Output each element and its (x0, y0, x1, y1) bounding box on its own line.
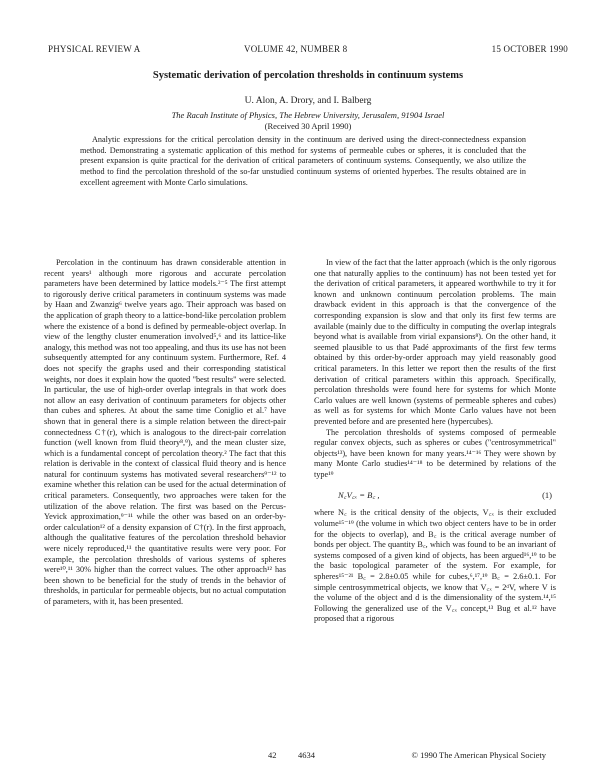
running-header (48, 44, 568, 56)
equation-body: N꜀V꜀ₓ = B꜀ , (338, 490, 380, 501)
equation-1 (314, 484, 556, 506)
copyright: © 1990 The American Physical Society (411, 750, 546, 760)
body-paragraph: In view of the fact that the latter approach (which is the only rigorous one that naturally applies to the continuum) has not been tested yet for the derivation of critical parameters, it appeared worthwhile to try it for known and unknown continuum percolation problems. The main drawback evident in this approach is that the convergence of the corresponding expansion is slow and that only its first few terms are available (mainly due to the difficulty in computing the overlap integrals beyond what is available from virial expansions⁸). On the other hand, it seemed plausible to us that Padé approximants of the first few terms obtained by this order-by-order approach may yield reasonably good critical parameters. In this letter we report then the results of the first derivation of critical parameters within this approach. Specifically, percolation thresholds were found here for systems for which Monte Carlo values are well known (systems of permeable spheres and cubes) as well as for systems for which Monte Carlo values have not been prevented before and are presented here (hypercubes). (314, 258, 556, 426)
abstract (80, 135, 526, 189)
body-paragraph: Percolation in the continuum has drawn considerable attention in recent years¹ although more rigorous and accurate percolation parameters have been determined by lattice models.²⁻⁵ The first attempt to rigorously derive critical parameters in continuum systems was made by Haan and Zwanzig⁶ twelve years ago. Their approach was based on the application of graph theory to a lattice-bond-like percolation problem where the existence of a bond is defined by permeable-object overlap. In view of the lengthy cluster enumeration involved⁵,⁶ and its lattice-like analogy, this method was not too appealing, and thus its use has not been subsequently attempted for any continuum system. Furthermore, Ref. 4 does not specify the graphs used and their corresponding statistical weights, nor does it explain how the quoted "best results" were selected. In particular, the use of high-order overlap integrals in that work does not allow an easy derivation of continuum parameters for objects other than cubes and spheres. At about the same time Coniglio et al.⁷ have shown that in general there is a simple relation between the direct-pair connectedness C†(r), which is analogous to the direct-pair correlation function (well known from fluid theory⁸,⁹), and the mean cluster size, which is a fundamental concept of percolation theory.² The fact that this relation is derivable in the context of classical fluid theory and is hence natural for continuum systems has motivated several researchers⁹⁻¹² to examine whether this relation can be used for the actual determination of critical parameters. Consequently, two approaches were taken for the utilization of the above relation. The first was based on the Percus-Yevick approximation,⁹⁻¹¹ while the other was based on an order-by-order calculation¹² of a density expansion of C†(r). In the first approach, although the qualitative features of the percolation threshold behavior were nicely reproduced,¹¹ the quantitative results were very poor. For example, the percolation thresholds of various systems of spheres were¹⁰,¹¹ 30% higher than the correct values. The other approach¹² has been shown to be beneficial for the study of trends in the behavior of thresholds, in particular for permeable objects, but no actual computation of parameters, with it, has been presented. (44, 258, 286, 606)
volume-number: VOLUME 42, NUMBER 8 (244, 44, 348, 54)
issue-date: 15 OCTOBER 1990 (491, 44, 568, 54)
paper-title: Systematic derivation of percolation thresholds in continuum systems (152, 70, 464, 81)
body-paragraph: where N꜀ is the critical density of the objects, V꜀ₓ is their excluded volume¹⁵⁻¹⁹ (the volume in which two object centers have to be in order for the objects to overlap), and B꜀ is the critical average number of bonds per object. The quantity B꜀, which was found to be an invariant of systems composed of a given kind of objects, has been argued¹⁶,¹⁹ to be the basic topological parameter of the system. For example, for spheres¹⁵⁻²¹ B꜀ = 2.8±0.05 while for cubes,⁶,¹⁷,¹⁹ B꜀ = 2.6±0.1. For simple centrosymmetrical objects, we know that V꜀ₓ = 2ᵈV, where V is the volume of the object and d is the dimensionality of the system.¹⁴,¹⁵ Following the generalized use of the V꜀ₓ concept,¹³ Bug et al.¹² have proposed that a rigorous (314, 508, 556, 624)
left-column (44, 258, 286, 748)
authors: U. Alon, A. Drory, and I. Balberg (244, 96, 372, 106)
equation-number: (1) (542, 490, 552, 501)
journal-name: PHYSICAL REVIEW A (48, 44, 141, 54)
page-footer (48, 750, 568, 762)
abstract-text: Analytic expressions for the critical percolation density in the continuum are derived using the direct-connectedness expansion method. Demonstrating a systematic application of this method for systems of permeable cubes or spheres, it is concluded that the present expansion is quite practical for the derivation of critical parameters of continuum systems. Consequently, we also utilize the method to find the percolation threshold of the so-far unstudied continuum systems of oriented hyperbes. The results obtained are in excellent agreement with Monte Carlo simulations. (80, 135, 526, 187)
footer-volume: 42 (268, 750, 277, 760)
page-number: 4634 (298, 750, 315, 760)
right-column (314, 258, 556, 748)
body-paragraph: The percolation thresholds of systems composed of permeable regular convex objects, such as spheres or cubes ("centrosymmetrical" objects¹³), have been known for many years.¹⁴⁻¹⁶ They were shown by many Monte Carlo studies¹⁴⁻¹⁸ to be determined by relations of the type¹⁹ (314, 427, 556, 479)
affiliation: The Racah Institute of Physics, The Hebrew University, Jerusalem, 91904 Israel (171, 110, 445, 120)
received-date: (Received 30 April 1990) (264, 121, 352, 131)
